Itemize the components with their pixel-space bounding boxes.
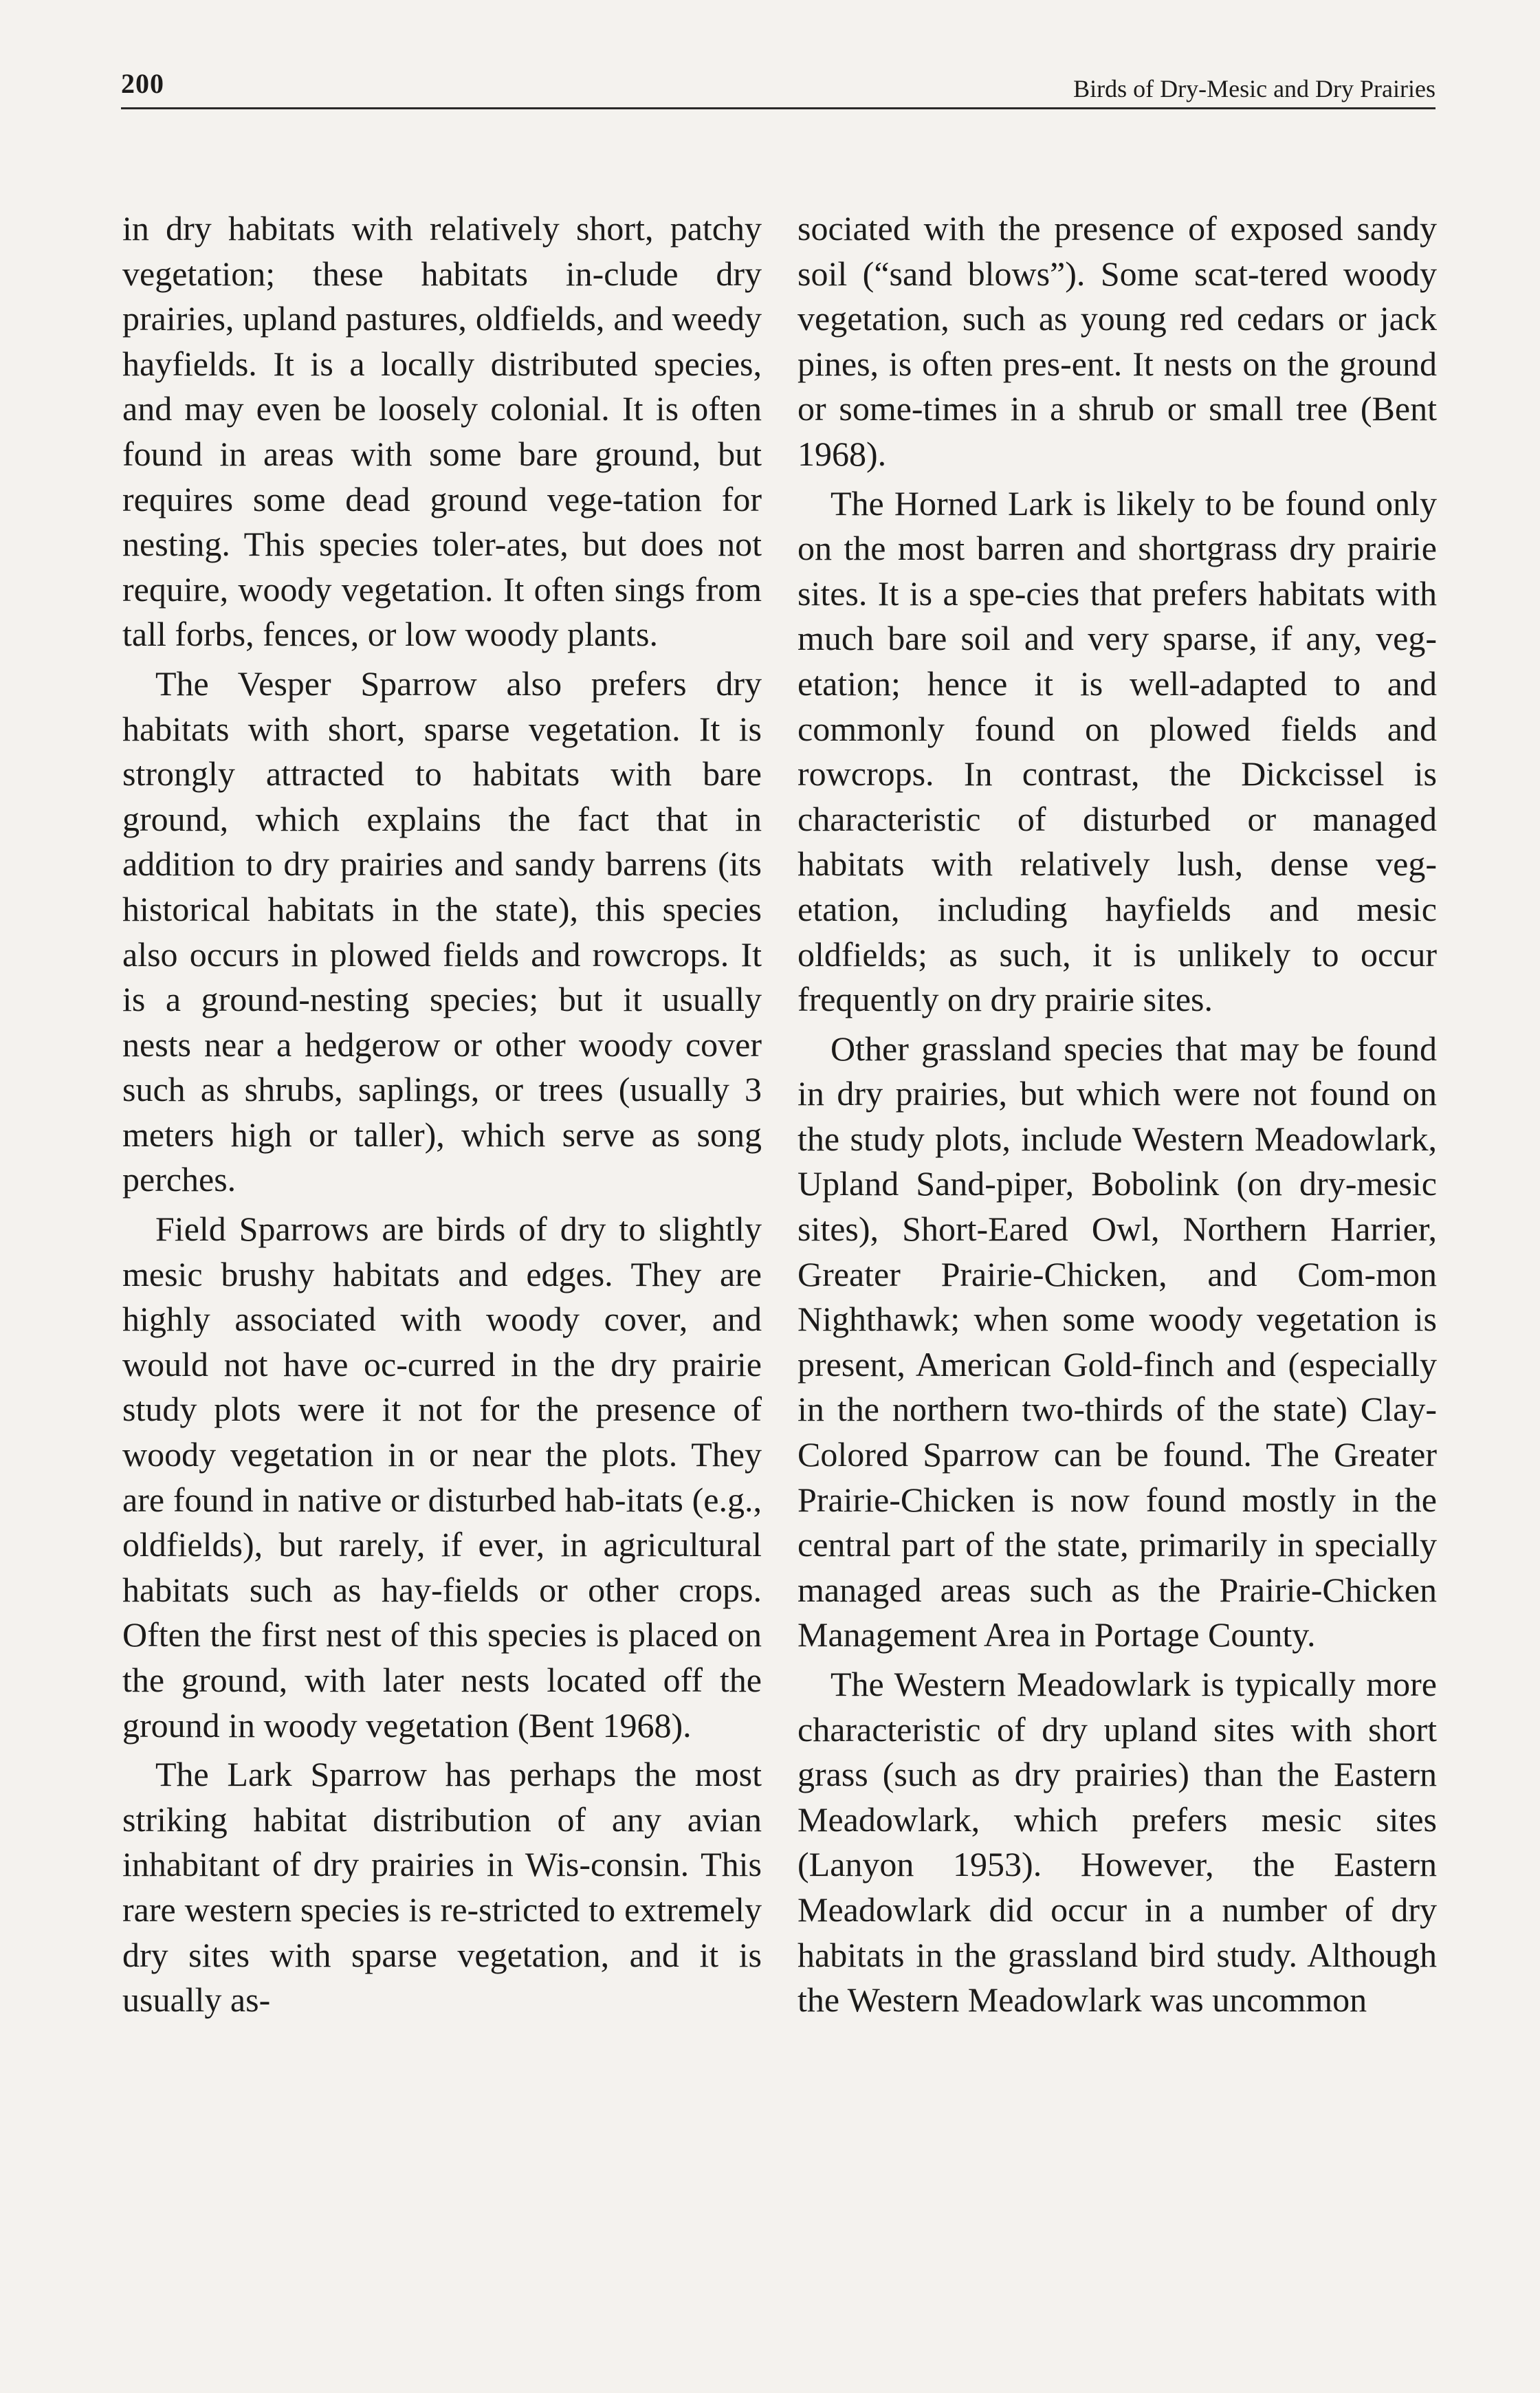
running-title: Birds of Dry-Mesic and Dry Prairies [1073, 75, 1436, 102]
running-head [121, 66, 1436, 109]
paragraph-western-meadowlark: The Western Meadowlark is typically more characteristic of dry upland sites with short grass (such as dry prairies) than the Eastern Meadowlark, which prefers mesic sites (Lanyon 1953). However, the Eastern Meadowlark did occur in a number of dry habitats in the grassland bird study. Although the Western Meadowlark was uncommon [798, 1665, 1437, 2020]
page-number: 200 [121, 68, 164, 99]
paragraph-vesper-sparrow: The Vesper Sparrow also prefers dry habitats with short, sparse vegetation. It is strongly attracted to habitats with bare ground, which explains the fact that in addition to dry prairies and sandy barrens (its historical habitats in the state), this species also occurs in plowed fields and rowcrops. It is a ground-nesting species; but it usually nests near a hedgerow or other woody cover such as shrubs, saplings, or trees (usually 3 meters high or taller), which serve as song perches. [122, 664, 762, 1199]
paragraph-continued: in dry habitats with relatively short, patchy vegetation; these habitats in-clude dry prairies, upland pastures, oldfields, and weedy hayfields. It is a locally distributed species, and may even be loosely colonial. It is often found in areas with some bare ground, but requires some dead ground vege-tation for nesting. This species toler-ates, but does not require, woody vegetation. It often sings from tall forbs, fences, or low woody plants. [122, 209, 762, 654]
paragraph-other-grassland-species: Other grassland species that may be found in dry prairies, but which were not found on the study plots, include Western Meadowlark, Upland Sand-piper, Bobolink (on dry-mesic sites), Short-Eared Owl, Northern Harrier, Greater Prairie-Chicken, and Com-mon Nighthawk; when some woody vegetation is present, American Gold-finch and (especially in the northern two-thirds of the state) Clay-Colored Sparrow can be found. The Greater Prairie-Chicken is now found mostly in the central part of the state, primarily in specially managed areas such as the Prairie-Chicken Management Area in Portage County. [798, 1029, 1437, 1654]
paragraph-field-sparrow: Field Sparrows are birds of dry to slightly mesic brushy habitats and edges. They are highly associated with woody cover, and would not have oc-curred in the dry prairie study plots were it not for the presence of woody vegetation in or near the plots. They are found in native or disturbed hab-itats (e.g., oldfields), but rarely, if ever, in agricultural habitats such as hay-fields or other crops. Often the first nest of this species is placed on the ground, with later nests located off the ground in woody vegetation (Bent 1968). [122, 1210, 762, 1745]
paragraph-lark-sparrow-continued: sociated with the presence of exposed sandy soil (“sand blows”). Some scat-tered woody vegetation, such as young red cedars or jack pines, is often pres-ent. It nests on the ground or some-times in a shrub or small tree (Bent 1968). [798, 209, 1437, 473]
right-column [798, 206, 1437, 2023]
paragraph-lark-sparrow: The Lark Sparrow has perhaps the most striking habitat distribution of any avian inhabitant of dry prairies in Wis-consin. This rare western species is re-stricted to extremely dry sites with sparse vegetation, and it is usually as- [122, 1755, 762, 2020]
left-column [122, 206, 762, 2023]
paragraph-horned-lark: The Horned Lark is likely to be found only on the most barren and shortgrass dry prairie sites. It is a spe-cies that prefers habitats with much bare soil and very sparse, if any, veg-etation; hence it is well-adapted to and commonly found on plowed fields and rowcrops. In contrast, the Dickcissel is characteristic of disturbed or managed habitats with relatively lush, dense veg-etation, including hayfields and mesic oldfields; as such, it is unlikely to occur frequently on dry prairie sites. [798, 483, 1437, 1019]
